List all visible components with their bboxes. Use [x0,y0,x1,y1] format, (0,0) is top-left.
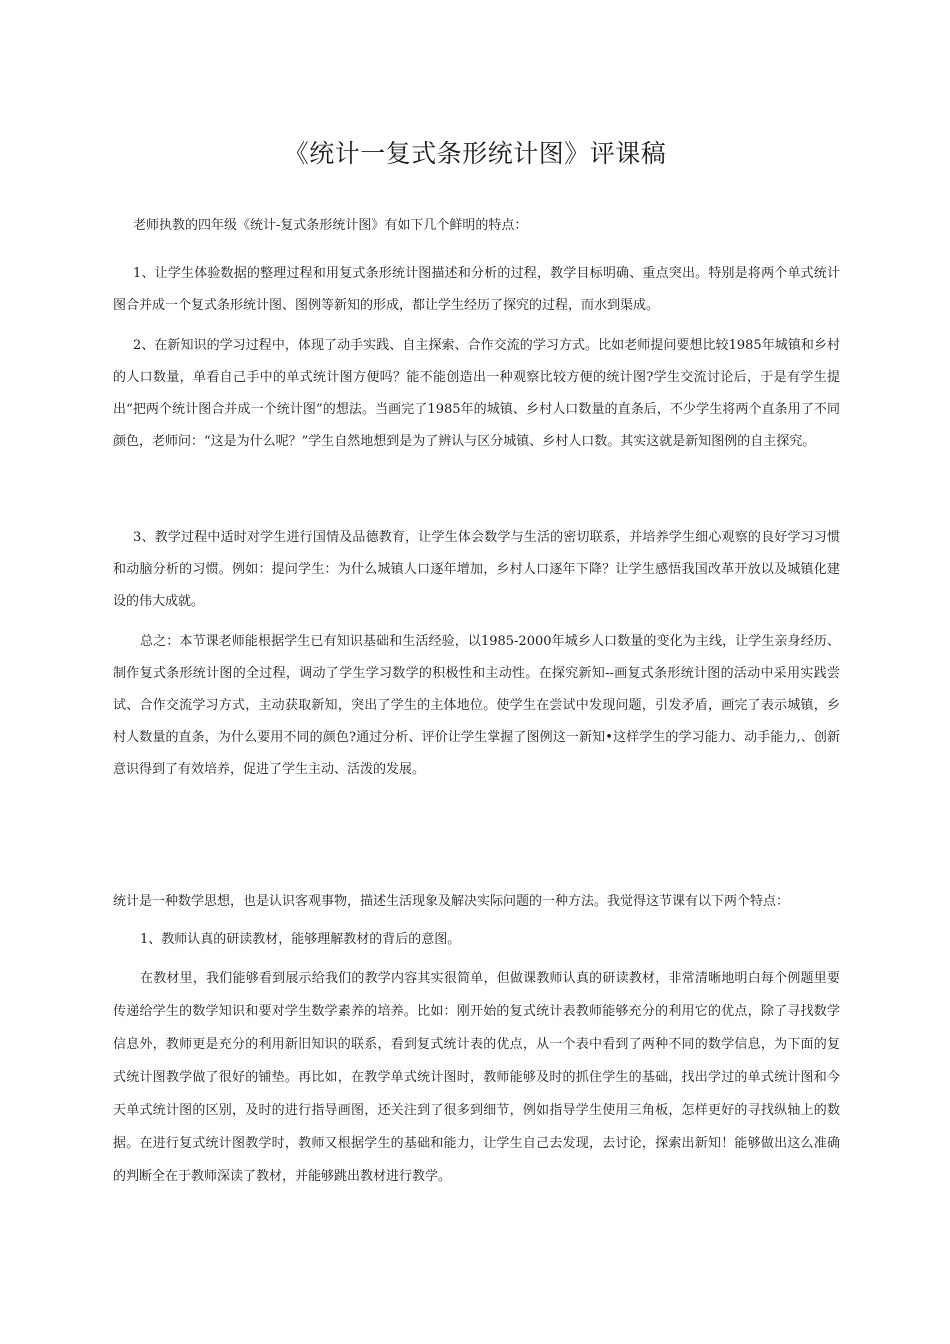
paragraph-second-intro: 统计是一种数学思想，也是认识客观事物，描述生活现象及解决实际问题的一种方法。我觉得这节课有以下两个特点： [113,894,790,909]
paragraph-second-point-1: 1、教师认真的研读教材，能够理解教材的背后的意图。 [140,932,461,947]
document-title: 《统计一复式条形统计图》评课稿 [283,139,667,168]
paragraph-point-3: 3、教学过程中适时对学生进行国情及品德教育，让学生体会数学与生活的密切联系，并培养学生细心观察的良好学习习惯和动脑分析的习惯。例如：提问学生：为什么城镇人口逐年增加，乡村人口逐年下降？让学生感悟我国改革开放以及城镇化建设的伟大成就。 [113,530,840,609]
paragraph-point-1: 1、让学生体验数据的整理过程和用复式条形统计图描述和分析的过程，教学目标明确、重点突出。特别是将两个单式统计图合并成一个复式条形统计图、图例等新知的形成，都让学生经历了探究的过程，而水到渠成。 [113,266,840,313]
paragraph-intro: 老师执教的四年级《统计-复式条形统计图》有如下几个鲜明的特点： [133,218,528,233]
paragraph-second-detail: 在教材里，我们能够看到展示给我们的教学内容其实很简单，但做课教师认真的研读教材，非常清晰地明白每个例题里要传递给学生的数学知识和要对学生数学素养的培养。比如：刚开始的复式统计表教师能够充分的利用它的优点，除了寻找数学信息外，教师更是充分的利用新旧知识的联系，看到复式统计表的优点，从一个表中看到了两种不同的数学信息，为下面的复式统计图教学做了很好的铺垫。再比如，在教学单式统计图时，教师能够及时的抓住学生的基础，找出学过的单式统计图和今天单式统计图的区别，及时的进行指导画图，还关注到了很多到细节，例如指导学生使用三角板，怎样更好的寻找纵轴上的数据。在进行复式统计图教学时，教师又根据学生的基础和能力，让学生自己去发现，去讨论，探索出新知！能够做出这么准确的判断全在于教师深读了教材，并能够跳出教材进行教学。 [113,971,840,1184]
paragraph-summary: 总之：本节课老师能根据学生已有知识基础和生活经验，以1985-2000年城乡人口数量的变化为主线，让学生亲身经历、制作复式条形统计图的全过程，调动了学生学习数学的积极性和主动性。在探究新知--画复式条形统计图的活动中采用实践尝试、合作交流学习方式，主动获取新知，突出了学生的主体地位。使学生在尝试中发现问题，引发矛盾，画完了表示城镇，乡村人数量的直条，为什么要用不同的颜色?通过分析、评价让学生掌握了图例这一新知•这样学生的学习能力、动手能力,、创新意识得到了有效培养，促进了学生主动、活泼的发展。 [113,634,840,777]
paragraph-point-2: 2、在新知识的学习过程中，体现了动手实践、自主探索、合作交流的学习方式。比如老师提问要想比较1985年城镇和乡村的人口数量，单看自己手中的单式统计图方便吗？能不能创造出一种观察比较方便的统计图?学生交流讨论后，于是有学生提出“把两个统计图合并成一个统计图”的想法。当画完了1985年的城镇、乡村人口数量的直条后，不少学生将两个直条用了不同颜色，老师问：“这是为什么呢？”学生自然地想到是为了辨认与区分城镇、乡村人口数。其实这就是新知图例的自主探究。 [113,338,840,449]
